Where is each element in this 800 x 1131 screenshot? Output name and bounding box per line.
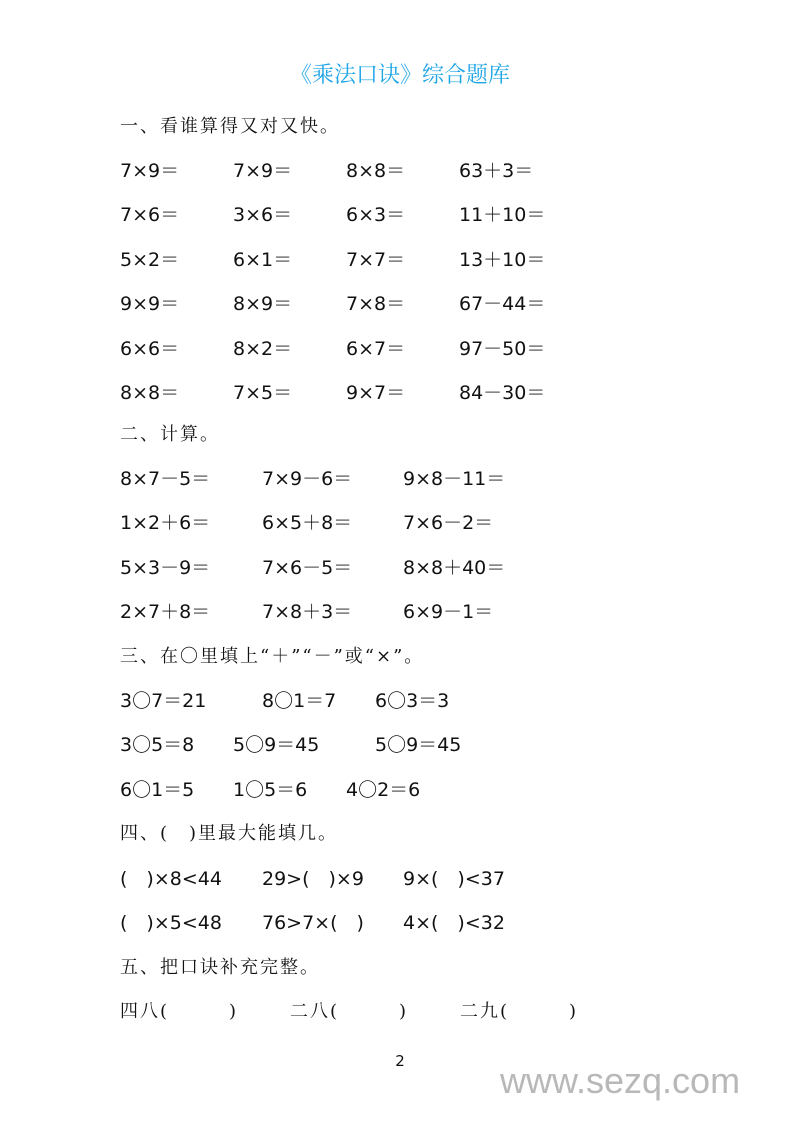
problem: 13＋10＝ [459, 248, 546, 271]
problem: 6〇1＝5 [120, 778, 195, 801]
problem: 67－44＝ [459, 293, 546, 316]
problem: 8×8＋40＝ [403, 556, 506, 579]
heading-text: 三、在〇里填上“＋”“－”或“×”。 [120, 646, 425, 667]
heading-text: 五、把口诀补充完整。 [120, 957, 320, 978]
problem: 7×8＝ [346, 293, 406, 316]
problem-row [0, 336, 800, 366]
problem-row [0, 866, 800, 896]
problem-row [0, 158, 800, 188]
section-5-heading [0, 955, 800, 985]
problem: 2×7＋8＝ [120, 601, 211, 624]
problem: 8×8＝ [346, 160, 406, 182]
section-1-heading [0, 114, 800, 144]
problem: 9×7＝ [346, 382, 406, 404]
problem: 6×6＝ [120, 337, 180, 360]
problem: ( )×5<48 [120, 912, 222, 935]
problem: 5〇9＝45 [233, 734, 320, 757]
problem: 8×2＝ [233, 337, 293, 360]
problem: 6×1＝ [233, 248, 293, 271]
problem: 1〇5＝6 [233, 778, 308, 801]
problem: 5〇9＝45 [375, 734, 462, 757]
problem: 76>7×( ) [262, 912, 364, 935]
problem: 6〇3＝3 [375, 690, 450, 712]
problem-row [0, 777, 800, 807]
rhyme-blank: 二九( ) [460, 1001, 579, 1022]
heading-text: 二、计算。 [120, 424, 220, 445]
problem-row [0, 247, 800, 277]
problem: 7×6＝ [120, 204, 180, 227]
section-3-heading [0, 644, 800, 674]
problem: 6×5＋8＝ [262, 512, 353, 535]
problem: 1×2＋6＝ [120, 512, 211, 535]
problem: 7×6－2＝ [403, 512, 494, 535]
problem: 7×8＋3＝ [262, 601, 353, 624]
problem: 6×3＝ [346, 204, 406, 227]
problem-row [0, 510, 800, 540]
problem-row [0, 732, 800, 762]
heading-text: 四、( )里最大能填几。 [120, 823, 339, 844]
heading-text: 一、看谁算得又对又快。 [120, 116, 340, 137]
problem: 7×9＝ [120, 160, 180, 182]
problem: 8〇1＝7 [262, 690, 337, 712]
problem: 3×6＝ [233, 204, 293, 227]
problem: 9×( )<37 [403, 868, 505, 890]
problem: 5×3－9＝ [120, 556, 211, 579]
watermark: www.sezq.com [500, 1060, 741, 1101]
problem: 8×9＝ [233, 293, 293, 316]
problem-row [0, 466, 800, 496]
section-5-row [0, 999, 800, 1029]
problem: 5×2＝ [120, 248, 180, 271]
section-2-heading [0, 422, 800, 452]
problem: 7×5＝ [233, 382, 293, 404]
problem: 9×8－11＝ [403, 468, 506, 490]
rhyme-blank: 二八( ) [290, 1001, 409, 1022]
problem-row [0, 688, 800, 718]
problem-row [0, 291, 800, 321]
problem: 7×6－5＝ [262, 556, 353, 579]
problem: 8×7－5＝ [120, 468, 211, 490]
problem: 6×7＝ [346, 337, 406, 360]
problem: 63＋3＝ [459, 160, 534, 182]
problem: 29>( )×9 [262, 868, 364, 890]
problem: 7×9＝ [233, 160, 293, 182]
page-title: 《乘法口诀》综合题库 [289, 63, 510, 88]
problem: 7×7＝ [346, 248, 406, 271]
problem: 84－30＝ [459, 382, 546, 404]
problem: ( )×8<44 [120, 868, 222, 890]
problem-row [0, 380, 800, 410]
problem: 7×9－6＝ [262, 468, 353, 490]
problem: 3〇7＝21 [120, 690, 207, 712]
problem-row [0, 202, 800, 232]
problem: 4〇2＝6 [346, 778, 421, 801]
problem: 11＋10＝ [459, 204, 546, 227]
problem: 6×9－1＝ [403, 601, 494, 624]
problem: 3〇5＝8 [120, 734, 195, 757]
problem-row [0, 555, 800, 585]
problem: 9×9＝ [120, 293, 180, 316]
problem: 97－50＝ [459, 337, 546, 360]
problem-row [0, 599, 800, 629]
problem: 4×( )<32 [403, 912, 505, 935]
page-number: 2 [395, 1052, 405, 1070]
section-4-heading [0, 821, 800, 851]
rhyme-blank: 四八( ) [120, 1001, 239, 1022]
problem: 8×8＝ [120, 382, 180, 404]
problem-row [0, 910, 800, 940]
